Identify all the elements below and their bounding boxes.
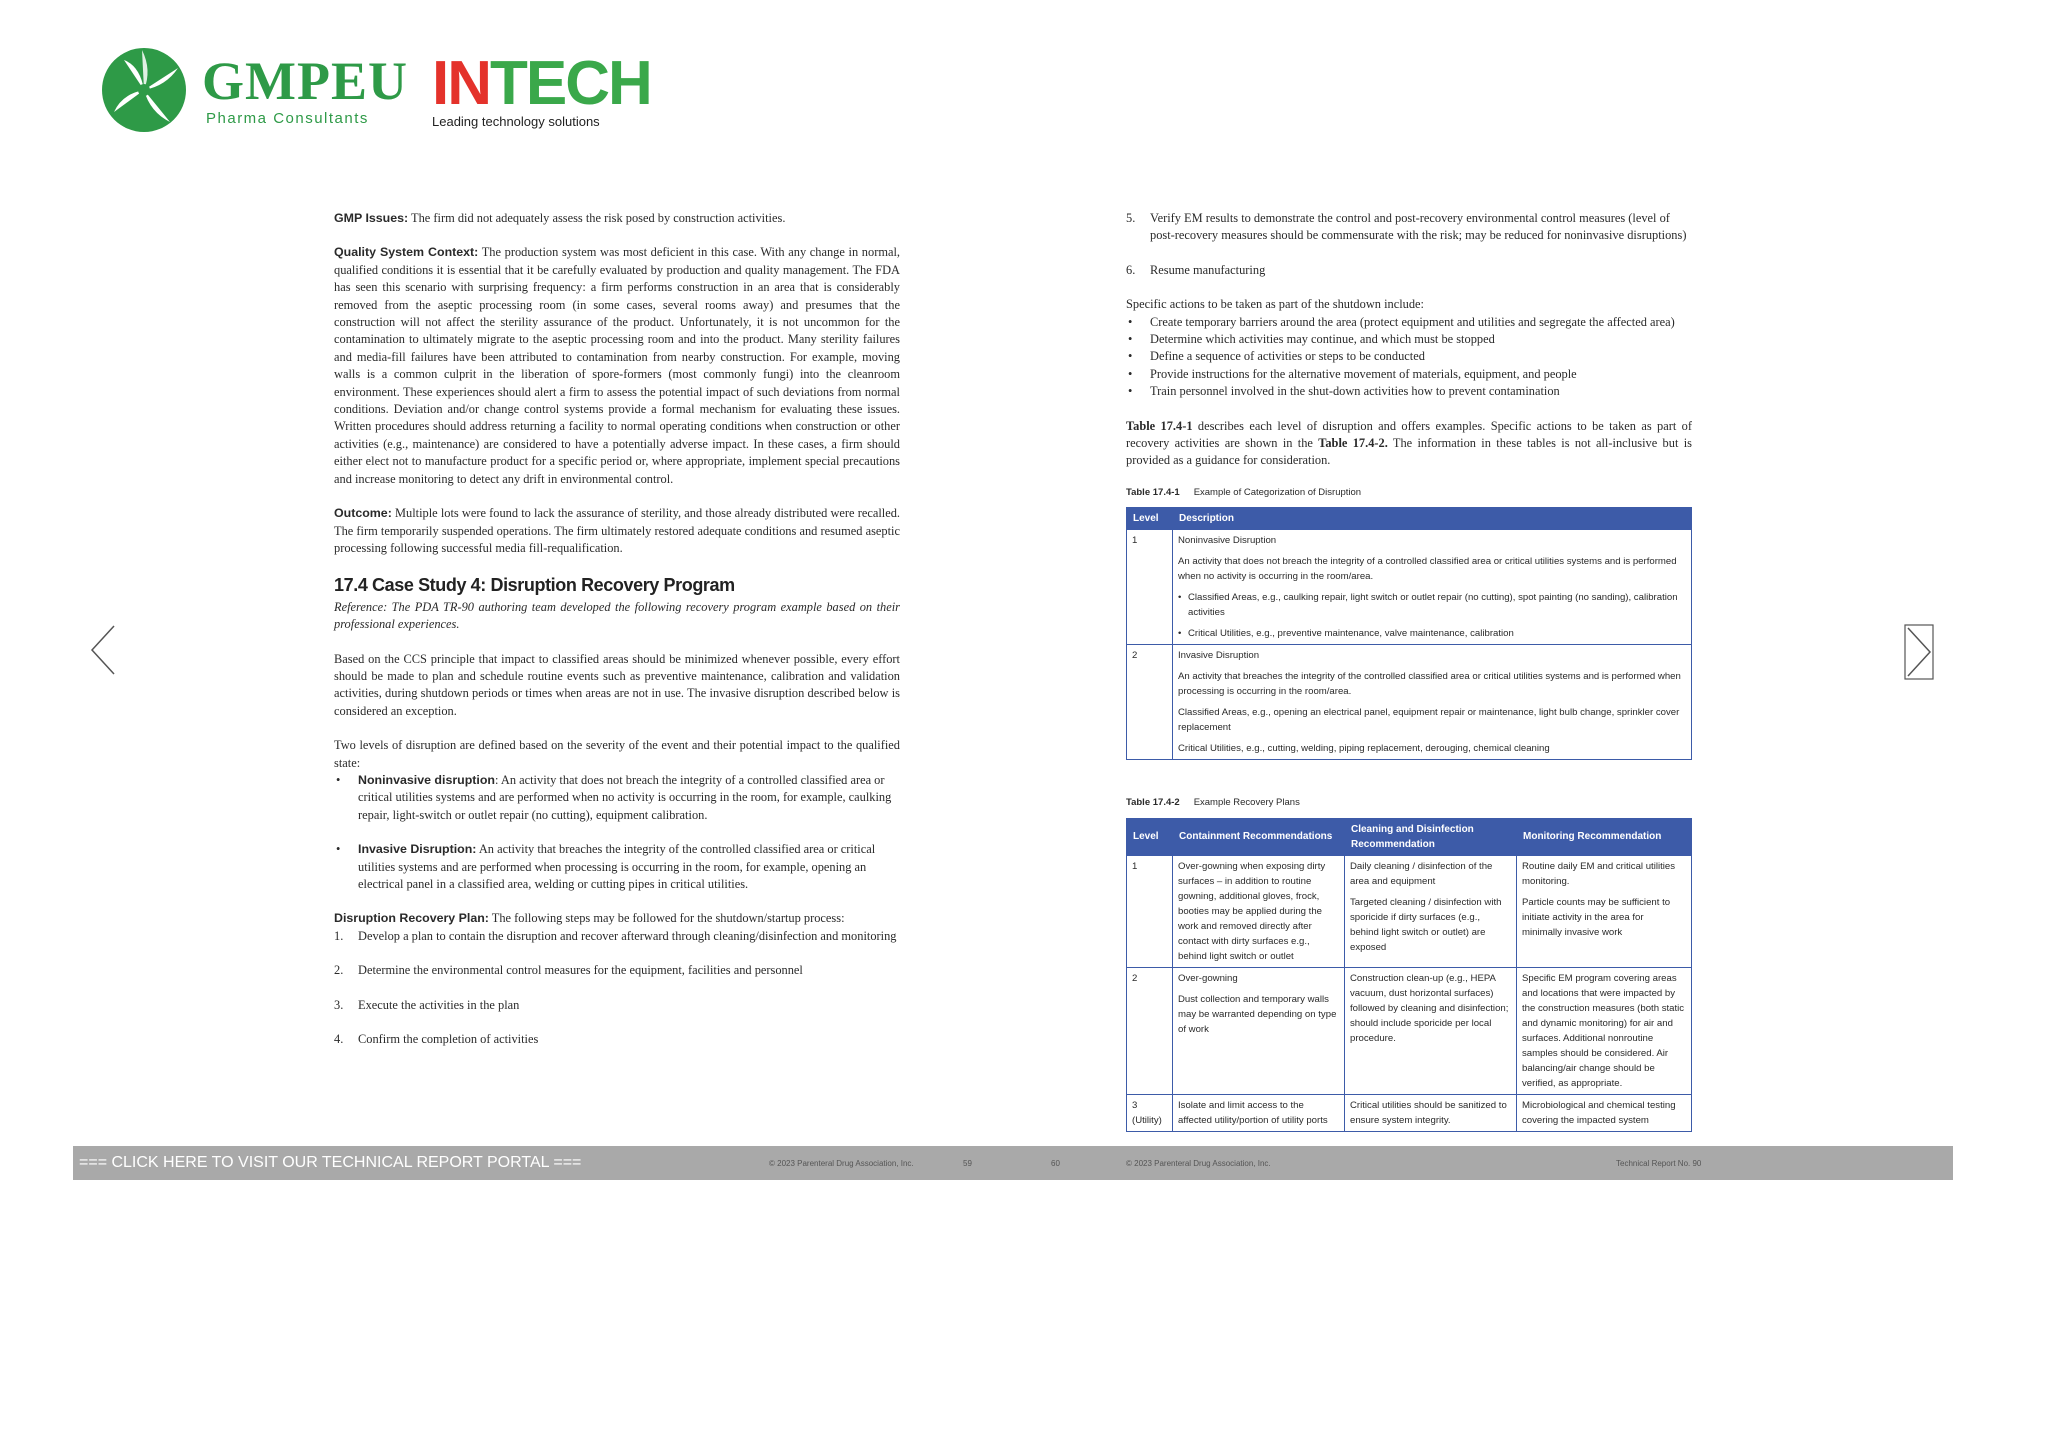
gmp-issues-text: The firm did not adequately assess the risk posed by construction activities. bbox=[408, 211, 786, 225]
step-number: 5. bbox=[1126, 211, 1136, 225]
monitoring-cell bbox=[1517, 855, 1692, 967]
list-item bbox=[334, 1031, 900, 1048]
gmpeu-subtitle: Pharma Consultants bbox=[206, 109, 369, 127]
description-cell bbox=[1173, 530, 1692, 645]
bullet-label: Noninvasive disruption bbox=[358, 772, 496, 787]
list-item bbox=[334, 841, 900, 893]
intech-green-part: TECH bbox=[490, 49, 651, 118]
list-item: • Train personnel involved in the shut-down activities how to prevent contamination bbox=[1126, 383, 1692, 400]
section-heading: 17.4 Case Study 4: Disruption Recovery Program bbox=[334, 575, 735, 596]
cell-line: Over-gowning bbox=[1178, 972, 1238, 984]
cell-line: Targeted cleaning / disinfection with sporicide if dirty surfaces (e.g., behind light switch or outlet) are exposed bbox=[1350, 896, 1502, 953]
column-header: Containment Recommendations bbox=[1173, 818, 1345, 855]
intech-red-part: IN bbox=[432, 49, 490, 118]
recovery-steps-continued bbox=[1126, 210, 1692, 279]
table2-title: Example Recovery Plans bbox=[1193, 797, 1300, 809]
cell-line: Over-gowning when exposing dirty surfaces – in addition to routine gowning, additional gloves, frock, booties may be applied during the work and removed directly after contact with dirty surfaces e.g., behind light switch or outlet bbox=[1178, 860, 1326, 962]
cell-title: Invasive Disruption bbox=[1178, 650, 1260, 662]
containment-cell bbox=[1173, 855, 1345, 967]
outcome-paragraph bbox=[334, 505, 900, 557]
ccs-paragraph: Based on the CCS principle that impact to classified areas should be minimized whenever possible, every effort should be made to plan and schedule routine events such as preventive maintenance, calibration and validation activities, during shutdown periods or times when areas are not in use. The invasive disruption described below is considered an exception. bbox=[334, 651, 900, 718]
table-row bbox=[1127, 645, 1692, 760]
table1-caption bbox=[1126, 484, 1692, 501]
step-number: 1. bbox=[334, 928, 344, 943]
cell-line: Dust collection and temporary walls may be warranted depending on type of work bbox=[1178, 993, 1337, 1035]
outcome-label: Outcome: bbox=[334, 506, 392, 521]
table1-number: Table 17.4-1 bbox=[1126, 486, 1180, 498]
list-item: • Define a sequence of activities or steps to be conducted bbox=[1126, 348, 1692, 365]
step-text: Execute the activities in the plan bbox=[358, 997, 520, 1012]
list-item: • Create temporary barriers around the area (protect equipment and utilities and segregate the affected area) bbox=[1126, 314, 1692, 331]
column-header: Level bbox=[1127, 508, 1173, 530]
level-cell: 2 bbox=[1127, 967, 1173, 1094]
next-page-button[interactable] bbox=[1904, 624, 1934, 680]
table-ref-b: Table 17.4-2. bbox=[1318, 436, 1388, 451]
left-page-number: 59 bbox=[963, 1159, 972, 1168]
cell-desc: An activity that does not breach the integrity of a controlled classified area or critical utilities systems and is performed when no activity is occurring in the room/area. bbox=[1178, 556, 1677, 583]
left-page bbox=[334, 210, 900, 1065]
plan-text: The following steps may be followed for the shutdown/startup process: bbox=[488, 911, 845, 926]
step-text: Determine the environmental control measures for the equipment, facilities and personnel bbox=[358, 963, 803, 978]
technical-report-portal-link[interactable]: === CLICK HERE TO VISIT OUR TECHNICAL REPORT PORTAL === bbox=[79, 1154, 582, 1171]
table-header-row bbox=[1127, 818, 1692, 855]
right-page bbox=[1126, 210, 1692, 1132]
bullet-label: Invasive Disruption: bbox=[358, 842, 477, 857]
gmpeu-title: GMPEU bbox=[202, 50, 408, 111]
step-text: Resume manufacturing bbox=[1150, 262, 1266, 277]
report-name: Technical Report No. 90 bbox=[1616, 1159, 1702, 1168]
tables-reference-paragraph bbox=[1126, 418, 1692, 470]
cell-line: Critical Utilities, e.g., cutting, welding, piping replacement, derouging, chemical cleaning bbox=[1178, 743, 1550, 755]
quality-label: Quality System Context: bbox=[334, 245, 479, 260]
cell-bullet: • Critical Utilities, e.g., preventive maintenance, valve maintenance, calibration bbox=[1178, 626, 1686, 641]
plan-paragraph bbox=[334, 910, 900, 927]
disruption-levels-list bbox=[334, 772, 900, 893]
cell-line: Critical utilities should be sanitized to ensure system integrity. bbox=[1350, 1099, 1507, 1126]
list-item bbox=[334, 997, 900, 1014]
step-text: Develop a plan to contain the disruption and recover afterward through cleaning/disinfection and monitoring bbox=[358, 928, 897, 943]
level-cell: 1 bbox=[1127, 855, 1173, 967]
column-header: Description bbox=[1173, 508, 1692, 530]
column-header: Level bbox=[1127, 818, 1173, 855]
list-item bbox=[334, 962, 900, 979]
cell-title: Noninvasive Disruption bbox=[1178, 535, 1277, 547]
table-row bbox=[1127, 1094, 1692, 1131]
step-text: Verify EM results to demonstrate the control and post-recovery environmental control measures (level of post-recovery measures should be commensurate with the risk; may be reduced for noninvasive disruptions) bbox=[1150, 211, 1687, 243]
cell-desc: An activity that breaches the integrity of the controlled classified area or critical utilities systems and is performed when processing is occurring in the room/area. bbox=[1178, 671, 1681, 698]
table-ref-text-a: describes each level of disruption and offers examples. Specific actions to be taken as part of recovery activities are shown in the bbox=[1126, 418, 1692, 451]
intech-wordmark bbox=[432, 49, 651, 118]
plan-label: Disruption Recovery Plan: bbox=[334, 911, 489, 926]
bullet-text: An activity that breaches the integrity of the controlled classified area or critical utilities systems and are performed when processing is occurring in the room, for example, opening an electrical panel in a classified area, welding or cutting pipes in critical utilities. bbox=[358, 842, 876, 891]
table-row bbox=[1127, 530, 1692, 645]
cell-line: Particle counts may be sufficient to initiate activity in the area for minimally invasive work bbox=[1522, 896, 1671, 938]
description-cell bbox=[1173, 645, 1692, 760]
list-item bbox=[1126, 262, 1692, 279]
cleaning-cell bbox=[1345, 855, 1517, 967]
level-cell: 3 (Utility) bbox=[1127, 1094, 1173, 1131]
table2-caption bbox=[1126, 794, 1692, 811]
step-text: Confirm the completion of activities bbox=[358, 1032, 539, 1047]
cell-line: Construction clean-up (e.g., HEPA vacuum, dust horizontal surfaces) followed by cleaning and disinfection; should include sporicide per local procedure. bbox=[1350, 972, 1509, 1044]
reference-note: Reference: The PDA TR-90 authoring team developed the following recovery program example based on their professional experiences. bbox=[334, 599, 900, 632]
table-header-row bbox=[1127, 508, 1692, 530]
level-cell: 2 bbox=[1127, 645, 1173, 760]
level-cell: 1 bbox=[1127, 530, 1173, 645]
chevron-right-icon bbox=[1904, 624, 1934, 680]
gmp-issues-label: GMP Issues: bbox=[334, 211, 409, 225]
list-item bbox=[334, 928, 900, 945]
column-header: Monitoring Recommendation bbox=[1517, 818, 1692, 855]
monitoring-cell bbox=[1517, 1094, 1692, 1131]
table-ref-text-b: The information in these tables is not all-inclusive but is provided as a guidance for consideration. bbox=[1126, 436, 1692, 468]
table2-number: Table 17.4-2 bbox=[1126, 797, 1180, 809]
cell-line: Routine daily EM and critical utilities monitoring. bbox=[1522, 860, 1676, 887]
pharma-leaf-logo-icon bbox=[100, 46, 188, 134]
levels-intro: Two levels of disruption are defined based on the severity of the event and their potential impact to the qualified state: bbox=[334, 738, 900, 770]
step-number: 6. bbox=[1126, 262, 1136, 277]
step-number: 2. bbox=[334, 963, 344, 978]
intech-logo bbox=[432, 49, 651, 129]
intech-subtitle: Leading technology solutions bbox=[432, 114, 600, 129]
list-item bbox=[334, 772, 900, 824]
recovery-plans-table bbox=[1126, 818, 1692, 1132]
table-ref-a: Table 17.4-1 bbox=[1126, 418, 1193, 433]
cell-line: Daily cleaning / disinfection of the area and equipment bbox=[1350, 860, 1493, 887]
shutdown-actions-list bbox=[1126, 314, 1692, 401]
disruption-categorization-table bbox=[1126, 507, 1692, 760]
gmpeu-logo bbox=[100, 46, 408, 134]
right-page-number: 60 bbox=[1051, 1159, 1060, 1168]
recovery-steps-list bbox=[334, 928, 900, 1049]
previous-page-button[interactable] bbox=[88, 622, 118, 678]
shutdown-intro: Specific actions to be taken as part of the shutdown include: bbox=[1126, 297, 1424, 312]
table-row bbox=[1127, 855, 1692, 967]
list-item: • Determine which activities may continue, and which must be stopped bbox=[1126, 331, 1692, 348]
bullet-text: : An activity that does not breach the integrity of a controlled classified area or critical utilities systems and are performed when no activity is occurring in the room, for example, caulking repair, light-switch or outlet repair (no cutting), equipment calibration. bbox=[358, 772, 892, 822]
containment-cell bbox=[1173, 967, 1345, 1094]
portal-bar bbox=[73, 1146, 1953, 1180]
table-row bbox=[1127, 967, 1692, 1094]
table1-title: Example of Categorization of Disruption bbox=[1193, 486, 1362, 498]
chevron-left-icon bbox=[88, 622, 118, 678]
containment-cell bbox=[1173, 1094, 1345, 1131]
step-number: 4. bbox=[334, 1032, 344, 1047]
right-copyright: © 2023 Parenteral Drug Association, Inc. bbox=[1126, 1159, 1271, 1168]
gmp-issues-paragraph bbox=[334, 210, 900, 227]
outcome-text: Multiple lots were found to lack the assurance of sterility, and those already distributed were recalled. The firm temporarily suspended operations. The firm ultimately restored adequate conditions and resumed aseptic processing following successful media fill-requalification. bbox=[334, 506, 900, 555]
list-item: • Provide instructions for the alternative movement of materials, equipment, and people bbox=[1126, 366, 1692, 383]
cell-line: Classified Areas, e.g., opening an electrical panel, equipment repair or maintenance, light bulb change, sprinkler cover replacement bbox=[1178, 707, 1680, 734]
quality-text: The production system was most deficient in this case. With any change in normal, qualified conditions it is essential that it be carefully evaluated by production and quality management. The FDA has seen this scenario with surprising frequency: a firm performs construction in an area that is considerably removed from the aseptic processing room (in some cases, several rooms away) and presumes that the construction will not affect the sterility assurance of the product. Unfortunately, it is not uncommon for the contamination to ultimately migrate to the aseptic processing room and into the product. Many sterility failures and media-fill failures have been attributed to contamination from nearby construction. For example, moving walls is a common culprit in the liberation of spore-formers (most commonly fungi) into the cleanroom environment. These experiences should alert a firm to assess the potential impact of such deviations from normal conditions. Deviation and/or change control systems provide a formal mechanism for evaluating these issues. Written procedures should address returning a facility to normal operating conditions when construction or other activities (e.g., maintenance) are considered to have a potentially adverse impact. In these cases, a firm should either elect not to manufacture product for a specific period or, where appropriate, implement special precautions and increase monitoring to detect any drift in environmental control. bbox=[334, 245, 900, 486]
left-copyright: © 2023 Parenteral Drug Association, Inc. bbox=[769, 1159, 914, 1168]
column-header: Cleaning and Disinfection Recommendation bbox=[1345, 818, 1517, 855]
cell-line: Microbiological and chemical testing covering the impacted system bbox=[1522, 1099, 1676, 1126]
quality-paragraph bbox=[334, 244, 900, 488]
cleaning-cell bbox=[1345, 967, 1517, 1094]
step-number: 3. bbox=[334, 997, 344, 1012]
cleaning-cell bbox=[1345, 1094, 1517, 1131]
cell-line: Specific EM program covering areas and locations that were impacted by the construction measures (both static and dynamic monitoring) for air and surfaces. Additional nonroutine samples should be considered. Air balancing/air change should be verified, as appropriate. bbox=[1522, 972, 1685, 1089]
list-item bbox=[1126, 210, 1692, 245]
monitoring-cell bbox=[1517, 967, 1692, 1094]
cell-bullet: • Classified Areas, e.g., caulking repair, light switch or outlet repair (no cutting), spot painting (no sanding), calibration activities bbox=[1178, 590, 1686, 620]
cell-line: Isolate and limit access to the affected utility/portion of utility ports bbox=[1178, 1099, 1328, 1126]
